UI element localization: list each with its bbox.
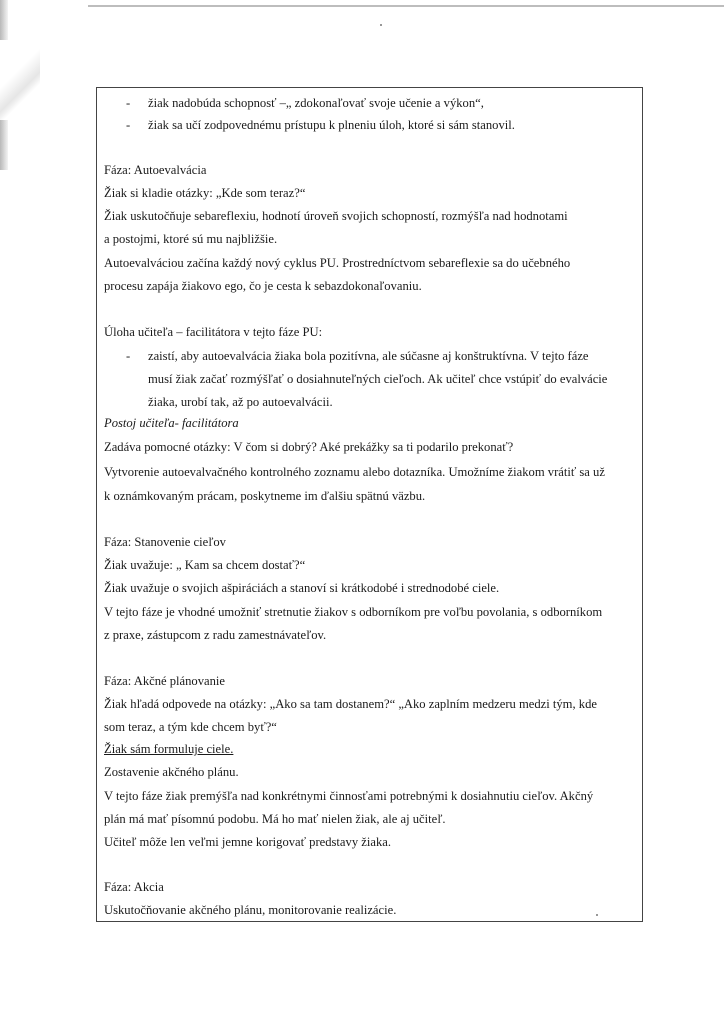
- paragraph-line: Autoevalváciou začína každý nový cyklus PU. Prostredníctvom sebareflexie sa do učebného: [104, 256, 571, 270]
- paragraph-line: plán má mať písomnú podobu. Má ho mať nielen žiak, ale aj učiteľ.: [104, 812, 446, 826]
- paragraph-line: V tejto fáze žiak premýšľa nad konkrétnymi činnosťami potrebnými k dosiahnutiu cieľov. Akčný: [104, 789, 594, 803]
- paragraph-line: som teraz, a tým kde chcem byť?“: [104, 720, 277, 734]
- paragraph-line: Učiteľ môže len veľmi jemne korigovať predstavy žiaka.: [104, 835, 391, 849]
- bullet-item-continuation: musí žiak začať rozmýšľať o dosiahnuteľných cieľoch. Ak učiteľ chce vstúpiť do evalvácie: [148, 372, 608, 386]
- scan-page-fold: [0, 40, 40, 120]
- section-heading-akcne-planovanie: Fáza: Akčné plánovanie: [104, 674, 225, 688]
- paragraph-line: Žiak si kladie otázky: „Kde som teraz?“: [104, 186, 306, 200]
- paragraph-line: V tejto fáze je vhodné umožniť stretnutie žiakov s odborníkom pre voľbu povolania, s odborníkom: [104, 605, 603, 619]
- paragraph-line: Vytvorenie autoevalvačného kontrolného zoznamu alebo dotazníka. Umožníme žiakom vrátiť sa už: [104, 465, 605, 479]
- paragraph-line: Žiak uskutočňuje sebareflexiu, hodnotí úroveň svojich schopností, rozmýšľa nad hodnotami: [104, 209, 568, 223]
- bullet-item: žiak nadobúda schopnosť –„ zdokonaľovať svoje učenie a výkon“,: [148, 96, 484, 110]
- paragraph-line: Zostavenie akčného plánu.: [104, 765, 239, 779]
- section-heading-uloha-ucitela: Úloha učiteľa – facilitátora v tejto fáze PU:: [104, 325, 323, 339]
- subheading-postoj-ucitela: Postoj učiteľa- facilitátora: [104, 416, 239, 430]
- scan-edge-top: [88, 5, 724, 7]
- bullet-dash: -: [126, 118, 131, 132]
- bullet-item-continuation: žiaka, urobí tak, až po autoevalvácii.: [148, 395, 333, 409]
- paragraph-line: k oznámkovaným prácam, poskytneme im ďalšiu spätnú väzbu.: [104, 489, 426, 503]
- bullet-item: žiak sa učí zodpovednému prístupu k plneniu úloh, ktoré si sám stanovil.: [148, 118, 515, 132]
- paragraph-line: Žiak uvažuje: „ Kam sa chcem dostať?“: [104, 558, 306, 572]
- paragraph-line: Uskutočňovanie akčného plánu, monitorovanie realizácie.: [104, 903, 397, 917]
- paragraph-line: Žiak uvažuje o svojich ašpiráciách a stanoví si krátkodobé i strednodobé ciele.: [104, 581, 500, 595]
- bullet-dash: -: [126, 96, 131, 110]
- scan-speck: [380, 24, 382, 26]
- underlined-statement: Žiak sám formuluje ciele.: [104, 742, 234, 756]
- paragraph-line: Žiak hľadá odpovede na otázky: „Ako sa tam dostanem?“ „Ako zaplním medzeru medzi tým, kde: [104, 697, 597, 711]
- section-heading-autoevalvacia: Fáza: Autoevalvácia: [104, 163, 207, 177]
- paragraph-line: Zadáva pomocné otázky: V čom si dobrý? Aké prekážky sa ti podarilo prekonať?: [104, 440, 514, 454]
- paragraph-line: z praxe, zástupcom z radu zamestnávateľov.: [104, 628, 327, 642]
- bullet-dash: -: [126, 349, 131, 363]
- bullet-item: zaistí, aby autoevalvácia žiaka bola pozitívna, ale súčasne aj konštruktívna. V tejto fáze: [148, 349, 589, 363]
- paragraph-line: procesu zapája žiakovo ego, čo je cesta k sebazdokonaľovaniu.: [104, 279, 422, 293]
- section-heading-stanovenie-cielov: Fáza: Stanovenie cieľov: [104, 535, 226, 549]
- section-heading-akcia: Fáza: Akcia: [104, 880, 164, 894]
- paragraph-line: a postojmi, ktoré sú mu najbližšie.: [104, 232, 278, 246]
